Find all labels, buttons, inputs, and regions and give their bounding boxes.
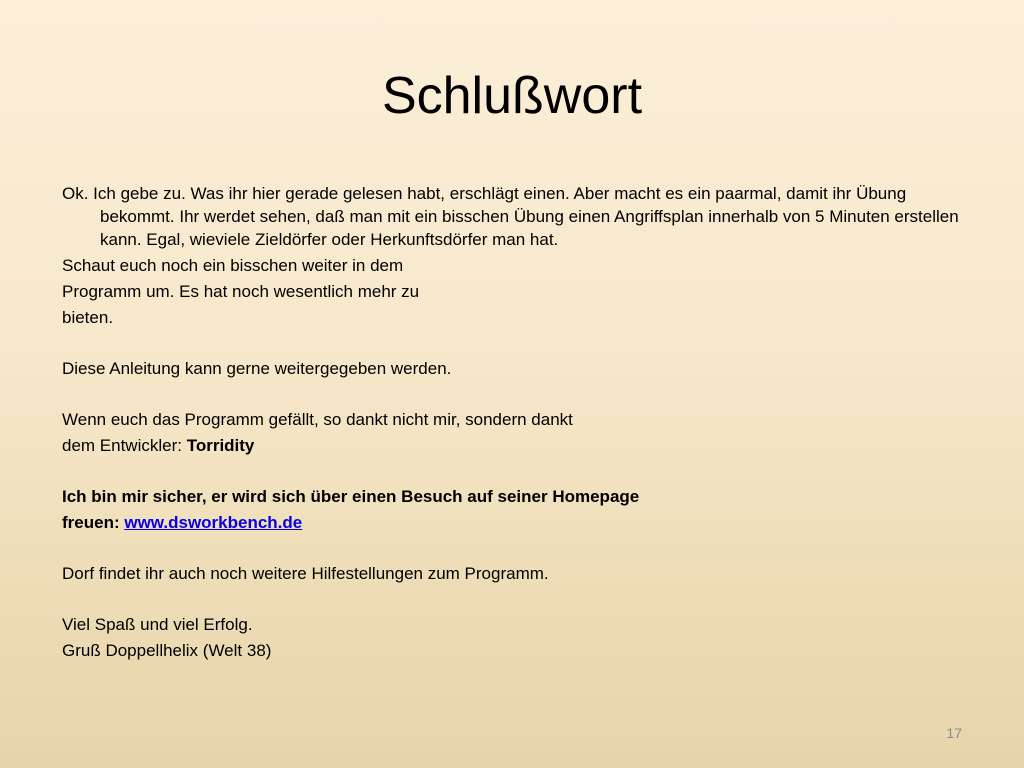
visit-line-1: Ich bin mir sicher, er wird sich über einen Besuch auf seiner Homepage bbox=[62, 487, 640, 506]
spacer bbox=[62, 383, 967, 408]
help-note: Dorf findet ihr auch noch weitere Hilfestellungen zum Programm. bbox=[62, 564, 549, 583]
spacer bbox=[62, 332, 967, 357]
share-note: Diese Anleitung kann gerne weitergegeben werden. bbox=[62, 359, 452, 378]
body-line-2: Programm um. Es hat noch wesentlich mehr zu bbox=[62, 282, 420, 301]
slide-body bbox=[62, 182, 967, 665]
closing-line-1: Viel Spaß und viel Erfolg. bbox=[62, 615, 253, 634]
spacer bbox=[62, 537, 967, 562]
body-line-3: bieten. bbox=[62, 308, 114, 327]
thanks-prefix: dem Entwickler: bbox=[62, 436, 187, 455]
body-line-1: Schaut euch noch ein bisschen weiter in dem bbox=[62, 256, 404, 275]
intro-paragraph: Ok. Ich gebe zu. Was ihr hier gerade gelesen habt, erschlägt einen. Aber macht es ein paarmal, damit ihr Übung bekommt. Ihr werdet sehen, daß man mit ein bisschen Übung einen Angriffsplan innerhalb von 5 Minuten erstellen kann. Egal, wieviele Zieldörfer oder Herkunftsdörfer man hat. bbox=[62, 184, 959, 249]
thanks-line-2 bbox=[62, 434, 967, 457]
slide-title: Schlußwort bbox=[381, 67, 643, 125]
slide-number: 17 bbox=[946, 725, 962, 741]
developer-name: Torridity bbox=[186, 436, 255, 455]
spacer bbox=[62, 588, 967, 613]
visit-line-2 bbox=[62, 511, 967, 534]
thanks-line-1: Wenn euch das Programm gefällt, so dankt nicht mir, sondern dankt bbox=[62, 410, 573, 429]
visit-prefix: freuen: bbox=[62, 513, 125, 532]
homepage-link[interactable]: www.dsworkbench.de bbox=[124, 513, 303, 532]
closing-line-2: Gruß Doppellhelix (Welt 38) bbox=[62, 641, 272, 660]
spacer bbox=[62, 460, 967, 485]
